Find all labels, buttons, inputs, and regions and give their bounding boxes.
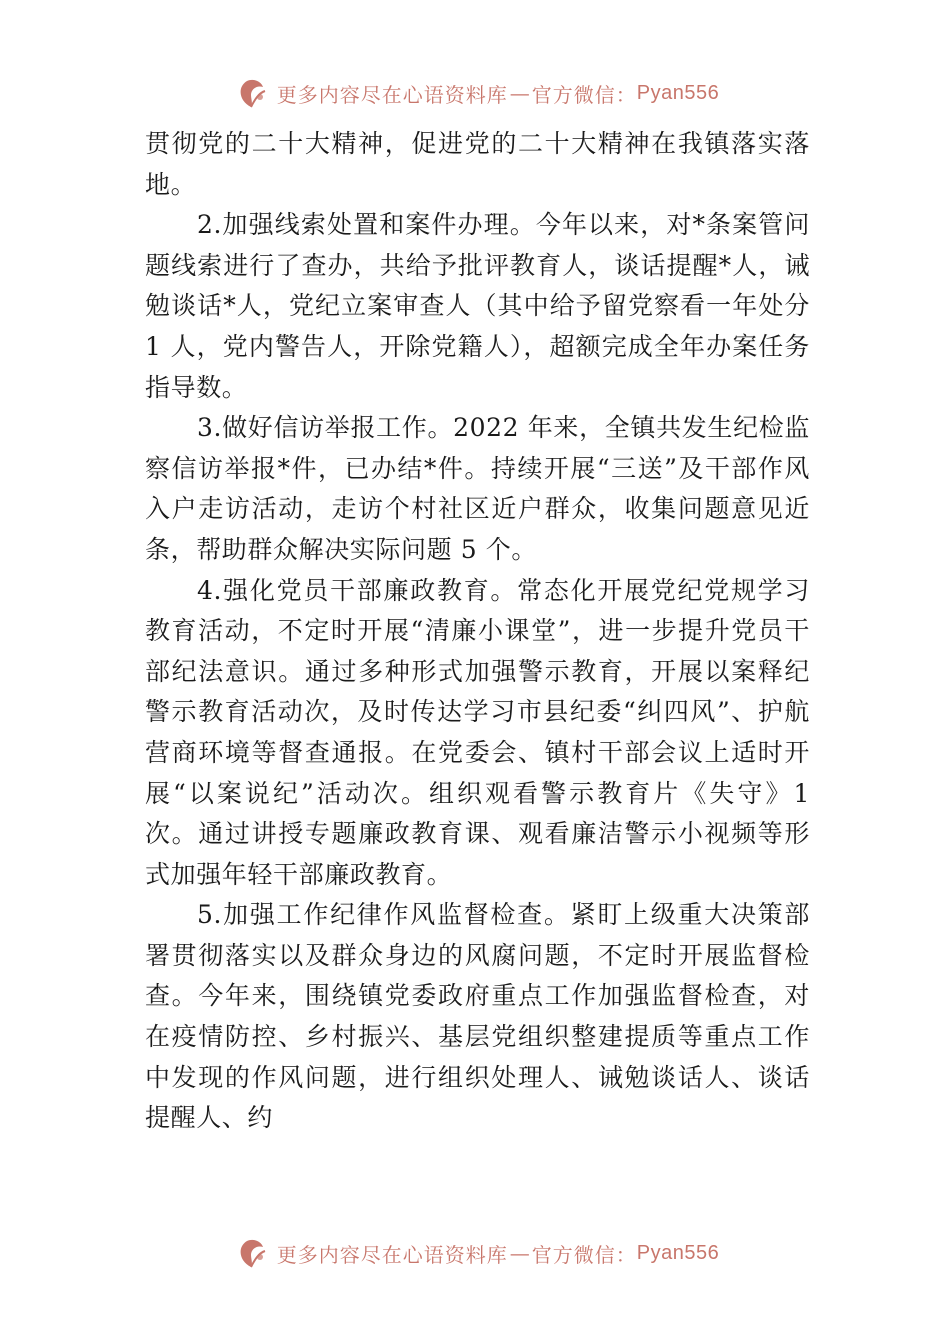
footer-wechat-id: Pyan556 [636,1241,720,1264]
paragraph-item-2: 2.加强线索处置和案件办理。今年以来，对*条案管问题线索进行了查办，共给予批评教育人，谈话提醒*人，诫勉谈话*人，党纪立案审查人（其中给予留党察看一年处分 1 人，党内警告人，开除党籍人），超额完成全年办案任务指导数。 [145,210,810,402]
leaf-logo-icon [231,1233,271,1273]
footer-banner [0,1230,950,1276]
leaf-logo-icon [231,73,271,113]
paragraph-continuation: 贯彻党的二十大精神，促进党的二十大精神在我镇落实落地。 [145,129,810,199]
paragraph-item-4: 4.强化党员干部廉政教育。常态化开展党纪党规学习教育活动，不定时开展“清廉小课堂”，进一步提升党员干部纪法意识。通过多种形式加强警示教育，开展以案释纪警示教育活动次，及时传达学习市县纪委“纠四风”、护航营商环境等督查通报。在党委会、镇村干部会议上适时开展“以案说纪”活动次。组织观看警示教育片《失守》1 次。通过讲授专题廉政教育课、观看廉洁警示小视频等形式加强年轻干部廉政教育。 [145,575,810,889]
header-banner [0,70,950,116]
footer-banner-separator: — [509,1241,530,1265]
banner-separator: — [509,81,530,105]
wechat-id: Pyan556 [636,81,720,104]
banner-title: 更多内容尽在心语资料库 [276,82,508,107]
paragraph-item-3: 3.做好信访举报工作。2022 年来，全镇共发生纪检监察信访举报*件，已办结*件。持续开展“三送”及干部作风入户走访活动，走访个村社区近户群众，收集问题意见近条，帮助群众解决实际问题 5 个。 [145,413,810,564]
document-body [145,124,810,1139]
paragraph-item-5: 5.加强工作纪律作风监督检查。紧盯上级重大决策部署贯彻落实以及群众身边的风腐问题，不定时开展监督检查。今年来，围绕镇党委政府重点工作加强监督检查，对在疫情防控、乡村振兴、基层党组织整建提质等重点工作中发现的作风问题，进行组织处理人、诫勉谈话人、谈话提醒人、约 [145,900,810,1133]
footer-banner-title: 更多内容尽在心语资料库 [276,1242,508,1267]
wechat-label: 官方微信： [531,82,637,107]
footer-wechat-label: 官方微信： [531,1242,637,1267]
